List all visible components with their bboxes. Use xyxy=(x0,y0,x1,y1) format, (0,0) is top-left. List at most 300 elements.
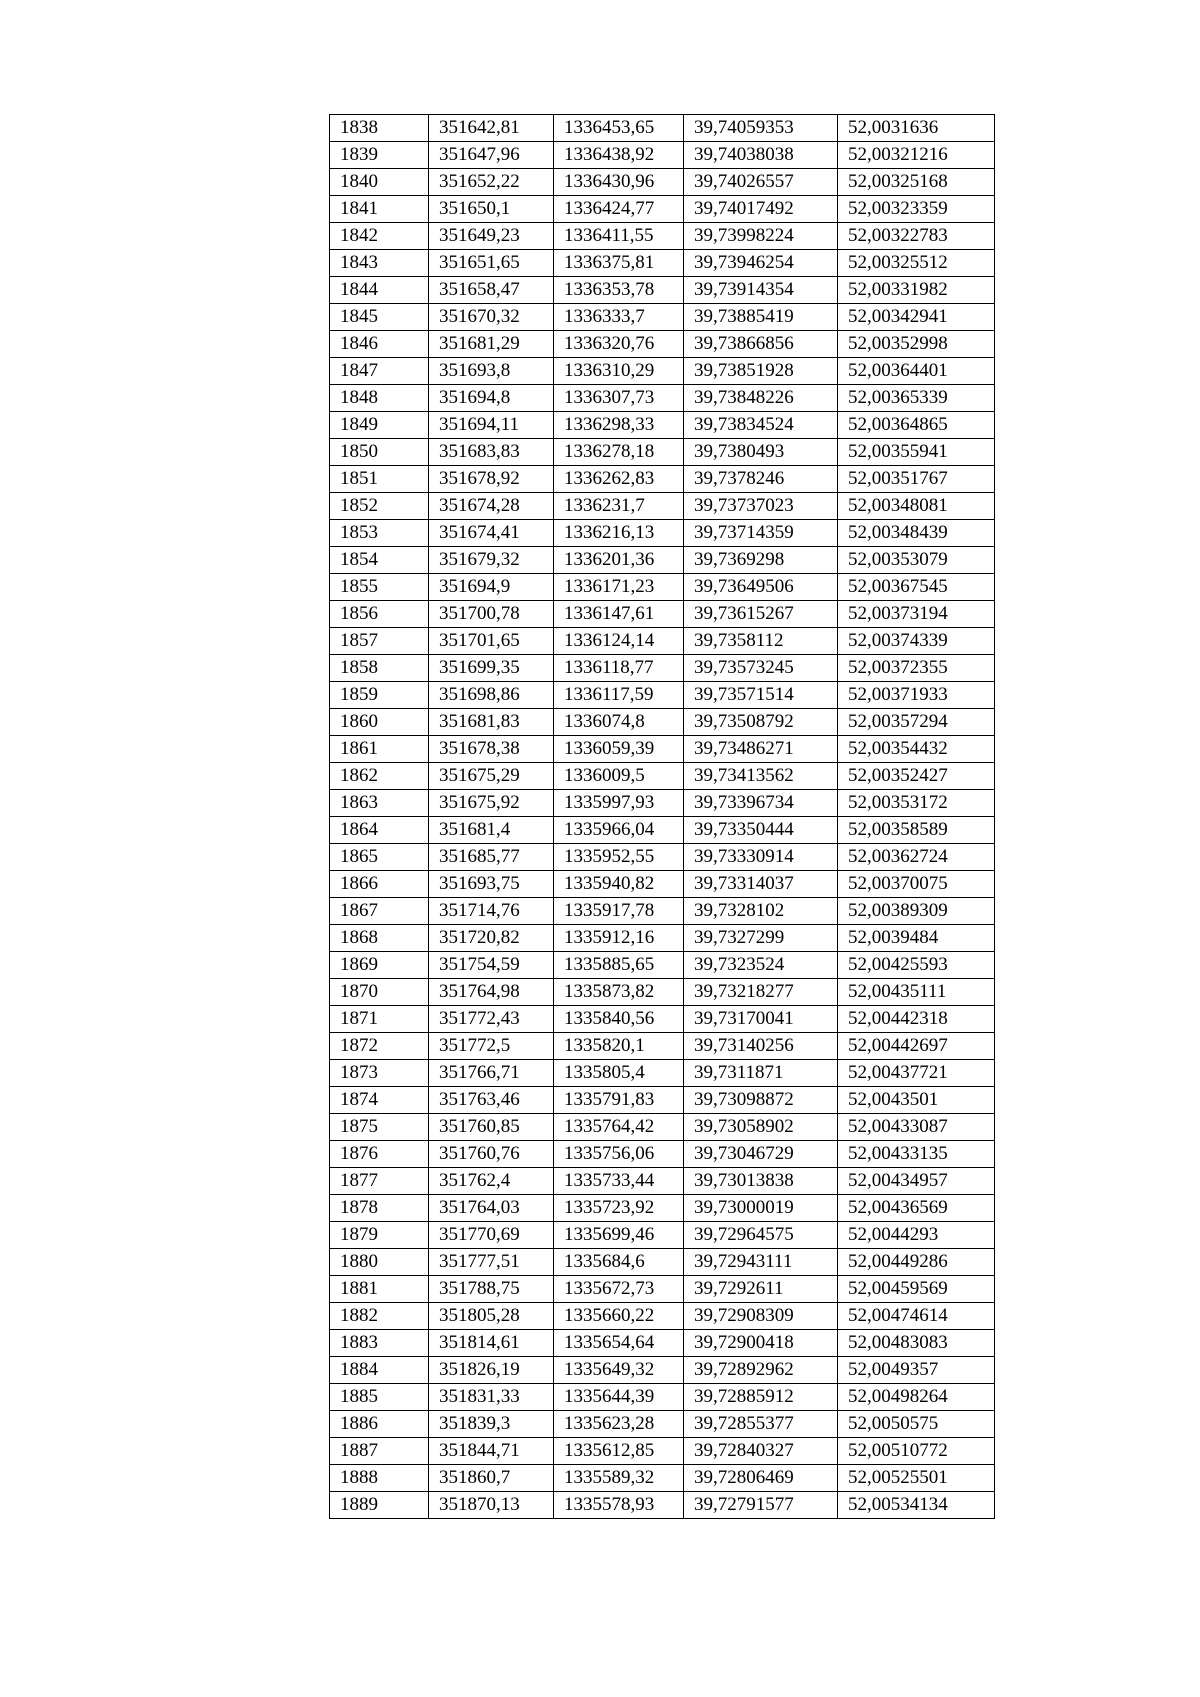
point-number-cell: 1858 xyxy=(330,655,429,682)
latitude-cell: 52,00510772 xyxy=(838,1438,995,1465)
table-row xyxy=(330,520,995,547)
y-coordinate-cell: 1335940,82 xyxy=(554,871,684,898)
point-number-cell: 1888 xyxy=(330,1465,429,1492)
table-row xyxy=(330,1384,995,1411)
x-coordinate-cell: 351814,61 xyxy=(429,1330,554,1357)
x-coordinate-cell: 351764,98 xyxy=(429,979,554,1006)
y-coordinate-cell: 1335589,32 xyxy=(554,1465,684,1492)
longitude-cell: 39,73834524 xyxy=(684,412,838,439)
y-coordinate-cell: 1335764,42 xyxy=(554,1114,684,1141)
point-number-cell: 1856 xyxy=(330,601,429,628)
x-coordinate-cell: 351860,7 xyxy=(429,1465,554,1492)
table-row xyxy=(330,493,995,520)
latitude-cell: 52,00367545 xyxy=(838,574,995,601)
y-coordinate-cell: 1336147,61 xyxy=(554,601,684,628)
x-coordinate-cell: 351760,85 xyxy=(429,1114,554,1141)
coordinates-table-body xyxy=(330,115,995,1519)
table-row xyxy=(330,169,995,196)
y-coordinate-cell: 1336118,77 xyxy=(554,655,684,682)
latitude-cell: 52,00474614 xyxy=(838,1303,995,1330)
x-coordinate-cell: 351805,28 xyxy=(429,1303,554,1330)
x-coordinate-cell: 351681,4 xyxy=(429,817,554,844)
x-coordinate-cell: 351698,86 xyxy=(429,682,554,709)
y-coordinate-cell: 1335873,82 xyxy=(554,979,684,1006)
y-coordinate-cell: 1335623,28 xyxy=(554,1411,684,1438)
longitude-cell: 39,73350444 xyxy=(684,817,838,844)
longitude-cell: 39,73058902 xyxy=(684,1114,838,1141)
latitude-cell: 52,00353079 xyxy=(838,547,995,574)
x-coordinate-cell: 351699,35 xyxy=(429,655,554,682)
point-number-cell: 1857 xyxy=(330,628,429,655)
longitude-cell: 39,7369298 xyxy=(684,547,838,574)
latitude-cell: 52,00364865 xyxy=(838,412,995,439)
longitude-cell: 39,72840327 xyxy=(684,1438,838,1465)
x-coordinate-cell: 351694,9 xyxy=(429,574,554,601)
x-coordinate-cell: 351674,28 xyxy=(429,493,554,520)
y-coordinate-cell: 1336216,13 xyxy=(554,520,684,547)
x-coordinate-cell: 351694,8 xyxy=(429,385,554,412)
latitude-cell: 52,00331982 xyxy=(838,277,995,304)
y-coordinate-cell: 1336059,39 xyxy=(554,736,684,763)
point-number-cell: 1848 xyxy=(330,385,429,412)
y-coordinate-cell: 1335723,92 xyxy=(554,1195,684,1222)
latitude-cell: 52,0050575 xyxy=(838,1411,995,1438)
table-row xyxy=(330,1357,995,1384)
y-coordinate-cell: 1335649,32 xyxy=(554,1357,684,1384)
x-coordinate-cell: 351685,77 xyxy=(429,844,554,871)
x-coordinate-cell: 351675,92 xyxy=(429,790,554,817)
table-row xyxy=(330,925,995,952)
y-coordinate-cell: 1335733,44 xyxy=(554,1168,684,1195)
point-number-cell: 1852 xyxy=(330,493,429,520)
table-row xyxy=(330,844,995,871)
longitude-cell: 39,7327299 xyxy=(684,925,838,952)
point-number-cell: 1845 xyxy=(330,304,429,331)
y-coordinate-cell: 1335966,04 xyxy=(554,817,684,844)
y-coordinate-cell: 1336333,7 xyxy=(554,304,684,331)
point-number-cell: 1866 xyxy=(330,871,429,898)
latitude-cell: 52,00321216 xyxy=(838,142,995,169)
latitude-cell: 52,00353172 xyxy=(838,790,995,817)
y-coordinate-cell: 1335952,55 xyxy=(554,844,684,871)
longitude-cell: 39,72964575 xyxy=(684,1222,838,1249)
longitude-cell: 39,73486271 xyxy=(684,736,838,763)
latitude-cell: 52,00434957 xyxy=(838,1168,995,1195)
table-row xyxy=(330,763,995,790)
table-row xyxy=(330,142,995,169)
table-row xyxy=(330,601,995,628)
latitude-cell: 52,00459569 xyxy=(838,1276,995,1303)
point-number-cell: 1855 xyxy=(330,574,429,601)
latitude-cell: 52,00442318 xyxy=(838,1006,995,1033)
table-row xyxy=(330,385,995,412)
longitude-cell: 39,73396734 xyxy=(684,790,838,817)
longitude-cell: 39,73046729 xyxy=(684,1141,838,1168)
point-number-cell: 1847 xyxy=(330,358,429,385)
x-coordinate-cell: 351770,69 xyxy=(429,1222,554,1249)
longitude-cell: 39,7358112 xyxy=(684,628,838,655)
point-number-cell: 1883 xyxy=(330,1330,429,1357)
point-number-cell: 1865 xyxy=(330,844,429,871)
table-row xyxy=(330,1006,995,1033)
longitude-cell: 39,73218277 xyxy=(684,979,838,1006)
longitude-cell: 39,73573245 xyxy=(684,655,838,682)
table-row xyxy=(330,1249,995,1276)
point-number-cell: 1860 xyxy=(330,709,429,736)
table-row xyxy=(330,790,995,817)
table-row xyxy=(330,1141,995,1168)
longitude-cell: 39,73946254 xyxy=(684,250,838,277)
point-number-cell: 1871 xyxy=(330,1006,429,1033)
x-coordinate-cell: 351681,29 xyxy=(429,331,554,358)
latitude-cell: 52,00525501 xyxy=(838,1465,995,1492)
x-coordinate-cell: 351700,78 xyxy=(429,601,554,628)
point-number-cell: 1879 xyxy=(330,1222,429,1249)
y-coordinate-cell: 1336231,7 xyxy=(554,493,684,520)
table-row xyxy=(330,223,995,250)
table-row xyxy=(330,655,995,682)
x-coordinate-cell: 351720,82 xyxy=(429,925,554,952)
latitude-cell: 52,00351767 xyxy=(838,466,995,493)
latitude-cell: 52,00449286 xyxy=(838,1249,995,1276)
longitude-cell: 39,73615267 xyxy=(684,601,838,628)
latitude-cell: 52,00442697 xyxy=(838,1033,995,1060)
y-coordinate-cell: 1335644,39 xyxy=(554,1384,684,1411)
point-number-cell: 1881 xyxy=(330,1276,429,1303)
latitude-cell: 52,00354432 xyxy=(838,736,995,763)
latitude-cell: 52,00436569 xyxy=(838,1195,995,1222)
x-coordinate-cell: 351839,3 xyxy=(429,1411,554,1438)
table-row xyxy=(330,898,995,925)
latitude-cell: 52,00325512 xyxy=(838,250,995,277)
y-coordinate-cell: 1335654,64 xyxy=(554,1330,684,1357)
y-coordinate-cell: 1336310,29 xyxy=(554,358,684,385)
x-coordinate-cell: 351675,29 xyxy=(429,763,554,790)
point-number-cell: 1864 xyxy=(330,817,429,844)
x-coordinate-cell: 351714,76 xyxy=(429,898,554,925)
point-number-cell: 1841 xyxy=(330,196,429,223)
table-row xyxy=(330,1168,995,1195)
longitude-cell: 39,73314037 xyxy=(684,871,838,898)
point-number-cell: 1843 xyxy=(330,250,429,277)
longitude-cell: 39,73998224 xyxy=(684,223,838,250)
table-row xyxy=(330,1438,995,1465)
table-row xyxy=(330,1114,995,1141)
longitude-cell: 39,72885912 xyxy=(684,1384,838,1411)
latitude-cell: 52,00373194 xyxy=(838,601,995,628)
latitude-cell: 52,00389309 xyxy=(838,898,995,925)
point-number-cell: 1839 xyxy=(330,142,429,169)
latitude-cell: 52,00433087 xyxy=(838,1114,995,1141)
latitude-cell: 52,00425593 xyxy=(838,952,995,979)
x-coordinate-cell: 351701,65 xyxy=(429,628,554,655)
latitude-cell: 52,00364401 xyxy=(838,358,995,385)
longitude-cell: 39,73140256 xyxy=(684,1033,838,1060)
y-coordinate-cell: 1335756,06 xyxy=(554,1141,684,1168)
longitude-cell: 39,73851928 xyxy=(684,358,838,385)
table-row xyxy=(330,250,995,277)
y-coordinate-cell: 1335917,78 xyxy=(554,898,684,925)
table-row xyxy=(330,304,995,331)
y-coordinate-cell: 1336009,5 xyxy=(554,763,684,790)
y-coordinate-cell: 1336298,33 xyxy=(554,412,684,439)
x-coordinate-cell: 351681,83 xyxy=(429,709,554,736)
point-number-cell: 1851 xyxy=(330,466,429,493)
y-coordinate-cell: 1335578,93 xyxy=(554,1492,684,1519)
y-coordinate-cell: 1336124,14 xyxy=(554,628,684,655)
longitude-cell: 39,72943111 xyxy=(684,1249,838,1276)
latitude-cell: 52,00342941 xyxy=(838,304,995,331)
table-row xyxy=(330,547,995,574)
longitude-cell: 39,73413562 xyxy=(684,763,838,790)
latitude-cell: 52,00433135 xyxy=(838,1141,995,1168)
x-coordinate-cell: 351764,03 xyxy=(429,1195,554,1222)
y-coordinate-cell: 1335820,1 xyxy=(554,1033,684,1060)
point-number-cell: 1863 xyxy=(330,790,429,817)
x-coordinate-cell: 351694,11 xyxy=(429,412,554,439)
longitude-cell: 39,7380493 xyxy=(684,439,838,466)
latitude-cell: 52,0031636 xyxy=(838,115,995,142)
longitude-cell: 39,7292611 xyxy=(684,1276,838,1303)
x-coordinate-cell: 351674,41 xyxy=(429,520,554,547)
longitude-cell: 39,72908309 xyxy=(684,1303,838,1330)
longitude-cell: 39,73714359 xyxy=(684,520,838,547)
table-row xyxy=(330,115,995,142)
table-row xyxy=(330,277,995,304)
longitude-cell: 39,73571514 xyxy=(684,682,838,709)
point-number-cell: 1854 xyxy=(330,547,429,574)
table-row xyxy=(330,736,995,763)
table-row xyxy=(330,817,995,844)
point-number-cell: 1874 xyxy=(330,1087,429,1114)
point-number-cell: 1884 xyxy=(330,1357,429,1384)
longitude-cell: 39,72892962 xyxy=(684,1357,838,1384)
x-coordinate-cell: 351772,43 xyxy=(429,1006,554,1033)
y-coordinate-cell: 1335885,65 xyxy=(554,952,684,979)
longitude-cell: 39,73508792 xyxy=(684,709,838,736)
point-number-cell: 1862 xyxy=(330,763,429,790)
latitude-cell: 52,0039484 xyxy=(838,925,995,952)
y-coordinate-cell: 1336353,78 xyxy=(554,277,684,304)
point-number-cell: 1844 xyxy=(330,277,429,304)
longitude-cell: 39,73649506 xyxy=(684,574,838,601)
point-number-cell: 1886 xyxy=(330,1411,429,1438)
table-row xyxy=(330,1330,995,1357)
point-number-cell: 1859 xyxy=(330,682,429,709)
x-coordinate-cell: 351772,5 xyxy=(429,1033,554,1060)
y-coordinate-cell: 1336430,96 xyxy=(554,169,684,196)
y-coordinate-cell: 1336074,8 xyxy=(554,709,684,736)
latitude-cell: 52,00352998 xyxy=(838,331,995,358)
y-coordinate-cell: 1335612,85 xyxy=(554,1438,684,1465)
longitude-cell: 39,72855377 xyxy=(684,1411,838,1438)
x-coordinate-cell: 351693,75 xyxy=(429,871,554,898)
latitude-cell: 52,00483083 xyxy=(838,1330,995,1357)
y-coordinate-cell: 1336453,65 xyxy=(554,115,684,142)
point-number-cell: 1846 xyxy=(330,331,429,358)
y-coordinate-cell: 1335805,4 xyxy=(554,1060,684,1087)
x-coordinate-cell: 351788,75 xyxy=(429,1276,554,1303)
point-number-cell: 1842 xyxy=(330,223,429,250)
table-row xyxy=(330,1033,995,1060)
y-coordinate-cell: 1336278,18 xyxy=(554,439,684,466)
longitude-cell: 39,72806469 xyxy=(684,1465,838,1492)
table-row xyxy=(330,1195,995,1222)
latitude-cell: 52,0049357 xyxy=(838,1357,995,1384)
point-number-cell: 1870 xyxy=(330,979,429,1006)
latitude-cell: 52,00358589 xyxy=(838,817,995,844)
x-coordinate-cell: 351679,32 xyxy=(429,547,554,574)
x-coordinate-cell: 351678,92 xyxy=(429,466,554,493)
y-coordinate-cell: 1335840,56 xyxy=(554,1006,684,1033)
point-number-cell: 1840 xyxy=(330,169,429,196)
table-row xyxy=(330,1222,995,1249)
latitude-cell: 52,00362724 xyxy=(838,844,995,871)
latitude-cell: 52,00371933 xyxy=(838,682,995,709)
point-number-cell: 1889 xyxy=(330,1492,429,1519)
longitude-cell: 39,7378246 xyxy=(684,466,838,493)
point-number-cell: 1885 xyxy=(330,1384,429,1411)
x-coordinate-cell: 351642,81 xyxy=(429,115,554,142)
y-coordinate-cell: 1336424,77 xyxy=(554,196,684,223)
y-coordinate-cell: 1335791,83 xyxy=(554,1087,684,1114)
x-coordinate-cell: 351844,71 xyxy=(429,1438,554,1465)
table-row xyxy=(330,1276,995,1303)
coordinates-table xyxy=(329,114,995,1519)
point-number-cell: 1873 xyxy=(330,1060,429,1087)
longitude-cell: 39,73848226 xyxy=(684,385,838,412)
longitude-cell: 39,7328102 xyxy=(684,898,838,925)
point-number-cell: 1880 xyxy=(330,1249,429,1276)
longitude-cell: 39,74026557 xyxy=(684,169,838,196)
point-number-cell: 1878 xyxy=(330,1195,429,1222)
table-row xyxy=(330,412,995,439)
latitude-cell: 52,0043501 xyxy=(838,1087,995,1114)
latitude-cell: 52,0044293 xyxy=(838,1222,995,1249)
x-coordinate-cell: 351683,83 xyxy=(429,439,554,466)
latitude-cell: 52,00348439 xyxy=(838,520,995,547)
longitude-cell: 39,73170041 xyxy=(684,1006,838,1033)
x-coordinate-cell: 351658,47 xyxy=(429,277,554,304)
table-row xyxy=(330,628,995,655)
longitude-cell: 39,7323524 xyxy=(684,952,838,979)
x-coordinate-cell: 351652,22 xyxy=(429,169,554,196)
x-coordinate-cell: 351831,33 xyxy=(429,1384,554,1411)
y-coordinate-cell: 1336411,55 xyxy=(554,223,684,250)
latitude-cell: 52,00323359 xyxy=(838,196,995,223)
point-number-cell: 1850 xyxy=(330,439,429,466)
table-row xyxy=(330,952,995,979)
table-row xyxy=(330,682,995,709)
table-row xyxy=(330,979,995,1006)
latitude-cell: 52,00352427 xyxy=(838,763,995,790)
table-row xyxy=(330,871,995,898)
x-coordinate-cell: 351678,38 xyxy=(429,736,554,763)
table-row xyxy=(330,358,995,385)
table-row xyxy=(330,1492,995,1519)
y-coordinate-cell: 1335672,73 xyxy=(554,1276,684,1303)
y-coordinate-cell: 1336375,81 xyxy=(554,250,684,277)
point-number-cell: 1861 xyxy=(330,736,429,763)
x-coordinate-cell: 351650,1 xyxy=(429,196,554,223)
y-coordinate-cell: 1336438,92 xyxy=(554,142,684,169)
y-coordinate-cell: 1335684,6 xyxy=(554,1249,684,1276)
longitude-cell: 39,74017492 xyxy=(684,196,838,223)
point-number-cell: 1868 xyxy=(330,925,429,952)
x-coordinate-cell: 351670,32 xyxy=(429,304,554,331)
longitude-cell: 39,72900418 xyxy=(684,1330,838,1357)
x-coordinate-cell: 351754,59 xyxy=(429,952,554,979)
longitude-cell: 39,73330914 xyxy=(684,844,838,871)
table-row xyxy=(330,1465,995,1492)
point-number-cell: 1877 xyxy=(330,1168,429,1195)
latitude-cell: 52,00365339 xyxy=(838,385,995,412)
point-number-cell: 1867 xyxy=(330,898,429,925)
longitude-cell: 39,73866856 xyxy=(684,331,838,358)
x-coordinate-cell: 351870,13 xyxy=(429,1492,554,1519)
latitude-cell: 52,00435111 xyxy=(838,979,995,1006)
latitude-cell: 52,00534134 xyxy=(838,1492,995,1519)
point-number-cell: 1869 xyxy=(330,952,429,979)
x-coordinate-cell: 351766,71 xyxy=(429,1060,554,1087)
point-number-cell: 1838 xyxy=(330,115,429,142)
x-coordinate-cell: 351762,4 xyxy=(429,1168,554,1195)
table-row xyxy=(330,439,995,466)
point-number-cell: 1875 xyxy=(330,1114,429,1141)
x-coordinate-cell: 351651,65 xyxy=(429,250,554,277)
latitude-cell: 52,00325168 xyxy=(838,169,995,196)
x-coordinate-cell: 351693,8 xyxy=(429,358,554,385)
table-row xyxy=(330,331,995,358)
latitude-cell: 52,00370075 xyxy=(838,871,995,898)
x-coordinate-cell: 351760,76 xyxy=(429,1141,554,1168)
point-number-cell: 1882 xyxy=(330,1303,429,1330)
latitude-cell: 52,00357294 xyxy=(838,709,995,736)
table-row xyxy=(330,466,995,493)
latitude-cell: 52,00437721 xyxy=(838,1060,995,1087)
point-number-cell: 1853 xyxy=(330,520,429,547)
point-number-cell: 1849 xyxy=(330,412,429,439)
x-coordinate-cell: 351649,23 xyxy=(429,223,554,250)
y-coordinate-cell: 1335660,22 xyxy=(554,1303,684,1330)
longitude-cell: 39,73914354 xyxy=(684,277,838,304)
latitude-cell: 52,00348081 xyxy=(838,493,995,520)
longitude-cell: 39,73885419 xyxy=(684,304,838,331)
table-row xyxy=(330,1303,995,1330)
table-row xyxy=(330,709,995,736)
longitude-cell: 39,73737023 xyxy=(684,493,838,520)
x-coordinate-cell: 351763,46 xyxy=(429,1087,554,1114)
y-coordinate-cell: 1336262,83 xyxy=(554,466,684,493)
y-coordinate-cell: 1335699,46 xyxy=(554,1222,684,1249)
longitude-cell: 39,73013838 xyxy=(684,1168,838,1195)
longitude-cell: 39,73000019 xyxy=(684,1195,838,1222)
point-number-cell: 1876 xyxy=(330,1141,429,1168)
y-coordinate-cell: 1335997,93 xyxy=(554,790,684,817)
y-coordinate-cell: 1336320,76 xyxy=(554,331,684,358)
latitude-cell: 52,00322783 xyxy=(838,223,995,250)
point-number-cell: 1872 xyxy=(330,1033,429,1060)
y-coordinate-cell: 1336117,59 xyxy=(554,682,684,709)
point-number-cell: 1887 xyxy=(330,1438,429,1465)
latitude-cell: 52,00372355 xyxy=(838,655,995,682)
x-coordinate-cell: 351826,19 xyxy=(429,1357,554,1384)
longitude-cell: 39,74059353 xyxy=(684,115,838,142)
longitude-cell: 39,74038038 xyxy=(684,142,838,169)
latitude-cell: 52,00374339 xyxy=(838,628,995,655)
longitude-cell: 39,72791577 xyxy=(684,1492,838,1519)
table-row xyxy=(330,574,995,601)
